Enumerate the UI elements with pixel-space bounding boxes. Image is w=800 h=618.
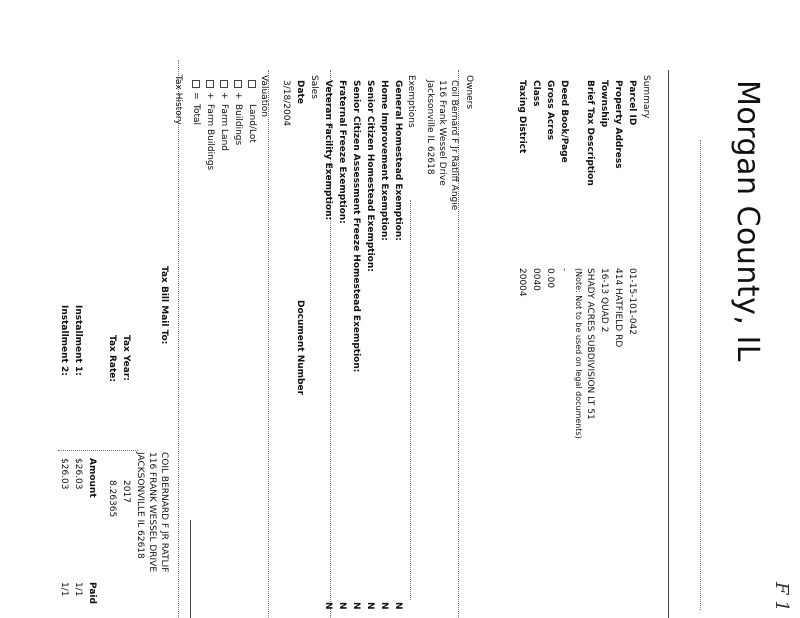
installment-2-label: Installment 2: [59, 305, 69, 376]
valuation-prefix-buildings: + [233, 92, 243, 100]
summary-label-taxing-district: Taxing District [517, 80, 527, 154]
sales-heading: Sales [309, 75, 319, 99]
owners-heading: Owners [464, 75, 474, 110]
owner-line-1: Coil Bernard F Jr Ratliff Angie [449, 80, 459, 211]
tax-rate-label: Tax Rate: [107, 335, 117, 382]
valuation-checkbox-farm-buildings [206, 80, 214, 88]
handwritten-corner-mark: F 1 [771, 582, 792, 612]
summary-label-township: Township [599, 80, 609, 128]
installment-1-paid: 1/1 [73, 582, 83, 597]
mail-to-line-2: 116 FRANK WESSEL DRIVE [147, 452, 157, 573]
summary-value-class: 0040 [531, 268, 541, 291]
header-dotted-divider [700, 140, 701, 610]
valuation-label-total: Total [191, 104, 201, 126]
exemption-value-general-homestead: N [393, 602, 403, 610]
summary-value-gross-acres: 0.00 [545, 268, 555, 289]
tax-bill-mail-to-label: Tax Bill Mail To: [159, 266, 169, 345]
valuation-checkbox-total [192, 80, 200, 88]
sales-column-date: Date [295, 80, 305, 104]
installment-1-amount: $26.03 [73, 458, 83, 490]
mail-to-line-1: COIL BERNARD F JR RATLIF [159, 452, 169, 573]
tax-history-rule [190, 520, 191, 618]
summary-label-brief-tax-description: Brief Tax Description [585, 80, 595, 186]
installment-dotted-divider [58, 450, 138, 451]
tax-history-heading: Tax History [173, 75, 183, 125]
summary-value-parcel-id: 01-15-101-042 [627, 268, 637, 336]
valuation-dotted-divider [268, 70, 269, 618]
owner-line-3: Jacksonville IL 62618 [425, 80, 435, 175]
valuation-label-farm-buildings: Farm Buildings [205, 104, 215, 171]
summary-value-brief-tax-description: SHADY ACRES SUBDIVISION LT 51 [585, 268, 595, 420]
owner-line-2: 116 Frank Wessel Drive [437, 80, 447, 186]
installment-2-amount: $26.03 [59, 458, 69, 490]
exemption-value-senior-assessment-freeze: N [351, 602, 361, 610]
summary-label-parcel-id: Parcel ID [627, 80, 637, 126]
exemption-value-home-improvement: N [379, 602, 389, 610]
summary-legal-note: (Note: Not to be used on legal documents) [574, 268, 583, 439]
exemption-senior-assessment-freeze: Senior Citizen Assessment Freeze Homestead Exemption: [351, 80, 361, 373]
valuation-checkbox-farm-land [220, 80, 228, 88]
exemption-veteran-facility: Veteran Facility Exemption: [323, 80, 333, 221]
exemption-value-senior-citizen-homestead: N [365, 602, 375, 610]
valuation-label-land: Land/Lot [247, 104, 257, 143]
installment-1-label: Installment 1: [73, 305, 83, 376]
exemptions-heading: Exemptions [406, 75, 416, 128]
summary-top-rule [668, 70, 669, 618]
valuation-heading: Valuation [259, 75, 269, 117]
valuation-checkbox-land [248, 80, 256, 88]
tax-year-value: 2017 [121, 480, 131, 503]
valuation-label-buildings: Buildings [233, 104, 243, 146]
summary-value-township: 16-13 QUAD 2 [599, 268, 609, 333]
tax-rate-value: 8.26365 [107, 480, 117, 518]
summary-label-class: Class [531, 80, 541, 107]
summary-value-taxing-district: 20004 [517, 268, 527, 297]
summary-label-gross-acres: Gross Acres [545, 80, 555, 141]
exemption-senior-citizen-homestead: Senior Citizen Homestead Exemption: [365, 80, 375, 272]
mail-to-line-3: JACKSONVILLE IL 62618 [135, 452, 145, 559]
summary-heading: Summary [641, 75, 651, 119]
valuation-prefix-farm-land: + [219, 92, 229, 100]
amount-column-header: Amount [87, 458, 97, 498]
summary-value-property-address: 414 HATFIELD RD [613, 268, 623, 348]
summary-label-deed-book-page: Deed Book/Page [559, 80, 569, 163]
exemption-value-fraternal-freeze: N [337, 602, 347, 610]
exemption-value-veteran-facility: N [323, 602, 333, 610]
valuation-label-farm-land: Farm Land [219, 104, 229, 151]
exemption-general-homestead: General Homestead Exemption: [393, 80, 403, 241]
page-title: Morgan County, IL [730, 80, 765, 363]
sales-row-date: 3/18/2004 [281, 80, 291, 127]
sales-column-document-number: Document Number [295, 300, 305, 396]
exemptions-dotted-divider [410, 200, 411, 600]
valuation-prefix-total: = [191, 92, 201, 100]
summary-label-property-address: Property Address [613, 80, 623, 169]
installment-2-paid: 1/1 [59, 582, 69, 597]
valuation-checkbox-buildings [234, 80, 242, 88]
valuation-prefix-farm-buildings: + [205, 92, 215, 100]
tax-year-label: Tax Year: [121, 335, 131, 381]
tax-history-dotted-divider [178, 60, 179, 618]
summary-value-deed-book-page: - [559, 268, 569, 272]
paid-column-header: Paid [87, 582, 97, 604]
exemption-home-improvement: Home Improvement Exemption: [379, 80, 389, 241]
exemption-fraternal-freeze: Fraternal Freeze Exemption: [337, 80, 347, 224]
